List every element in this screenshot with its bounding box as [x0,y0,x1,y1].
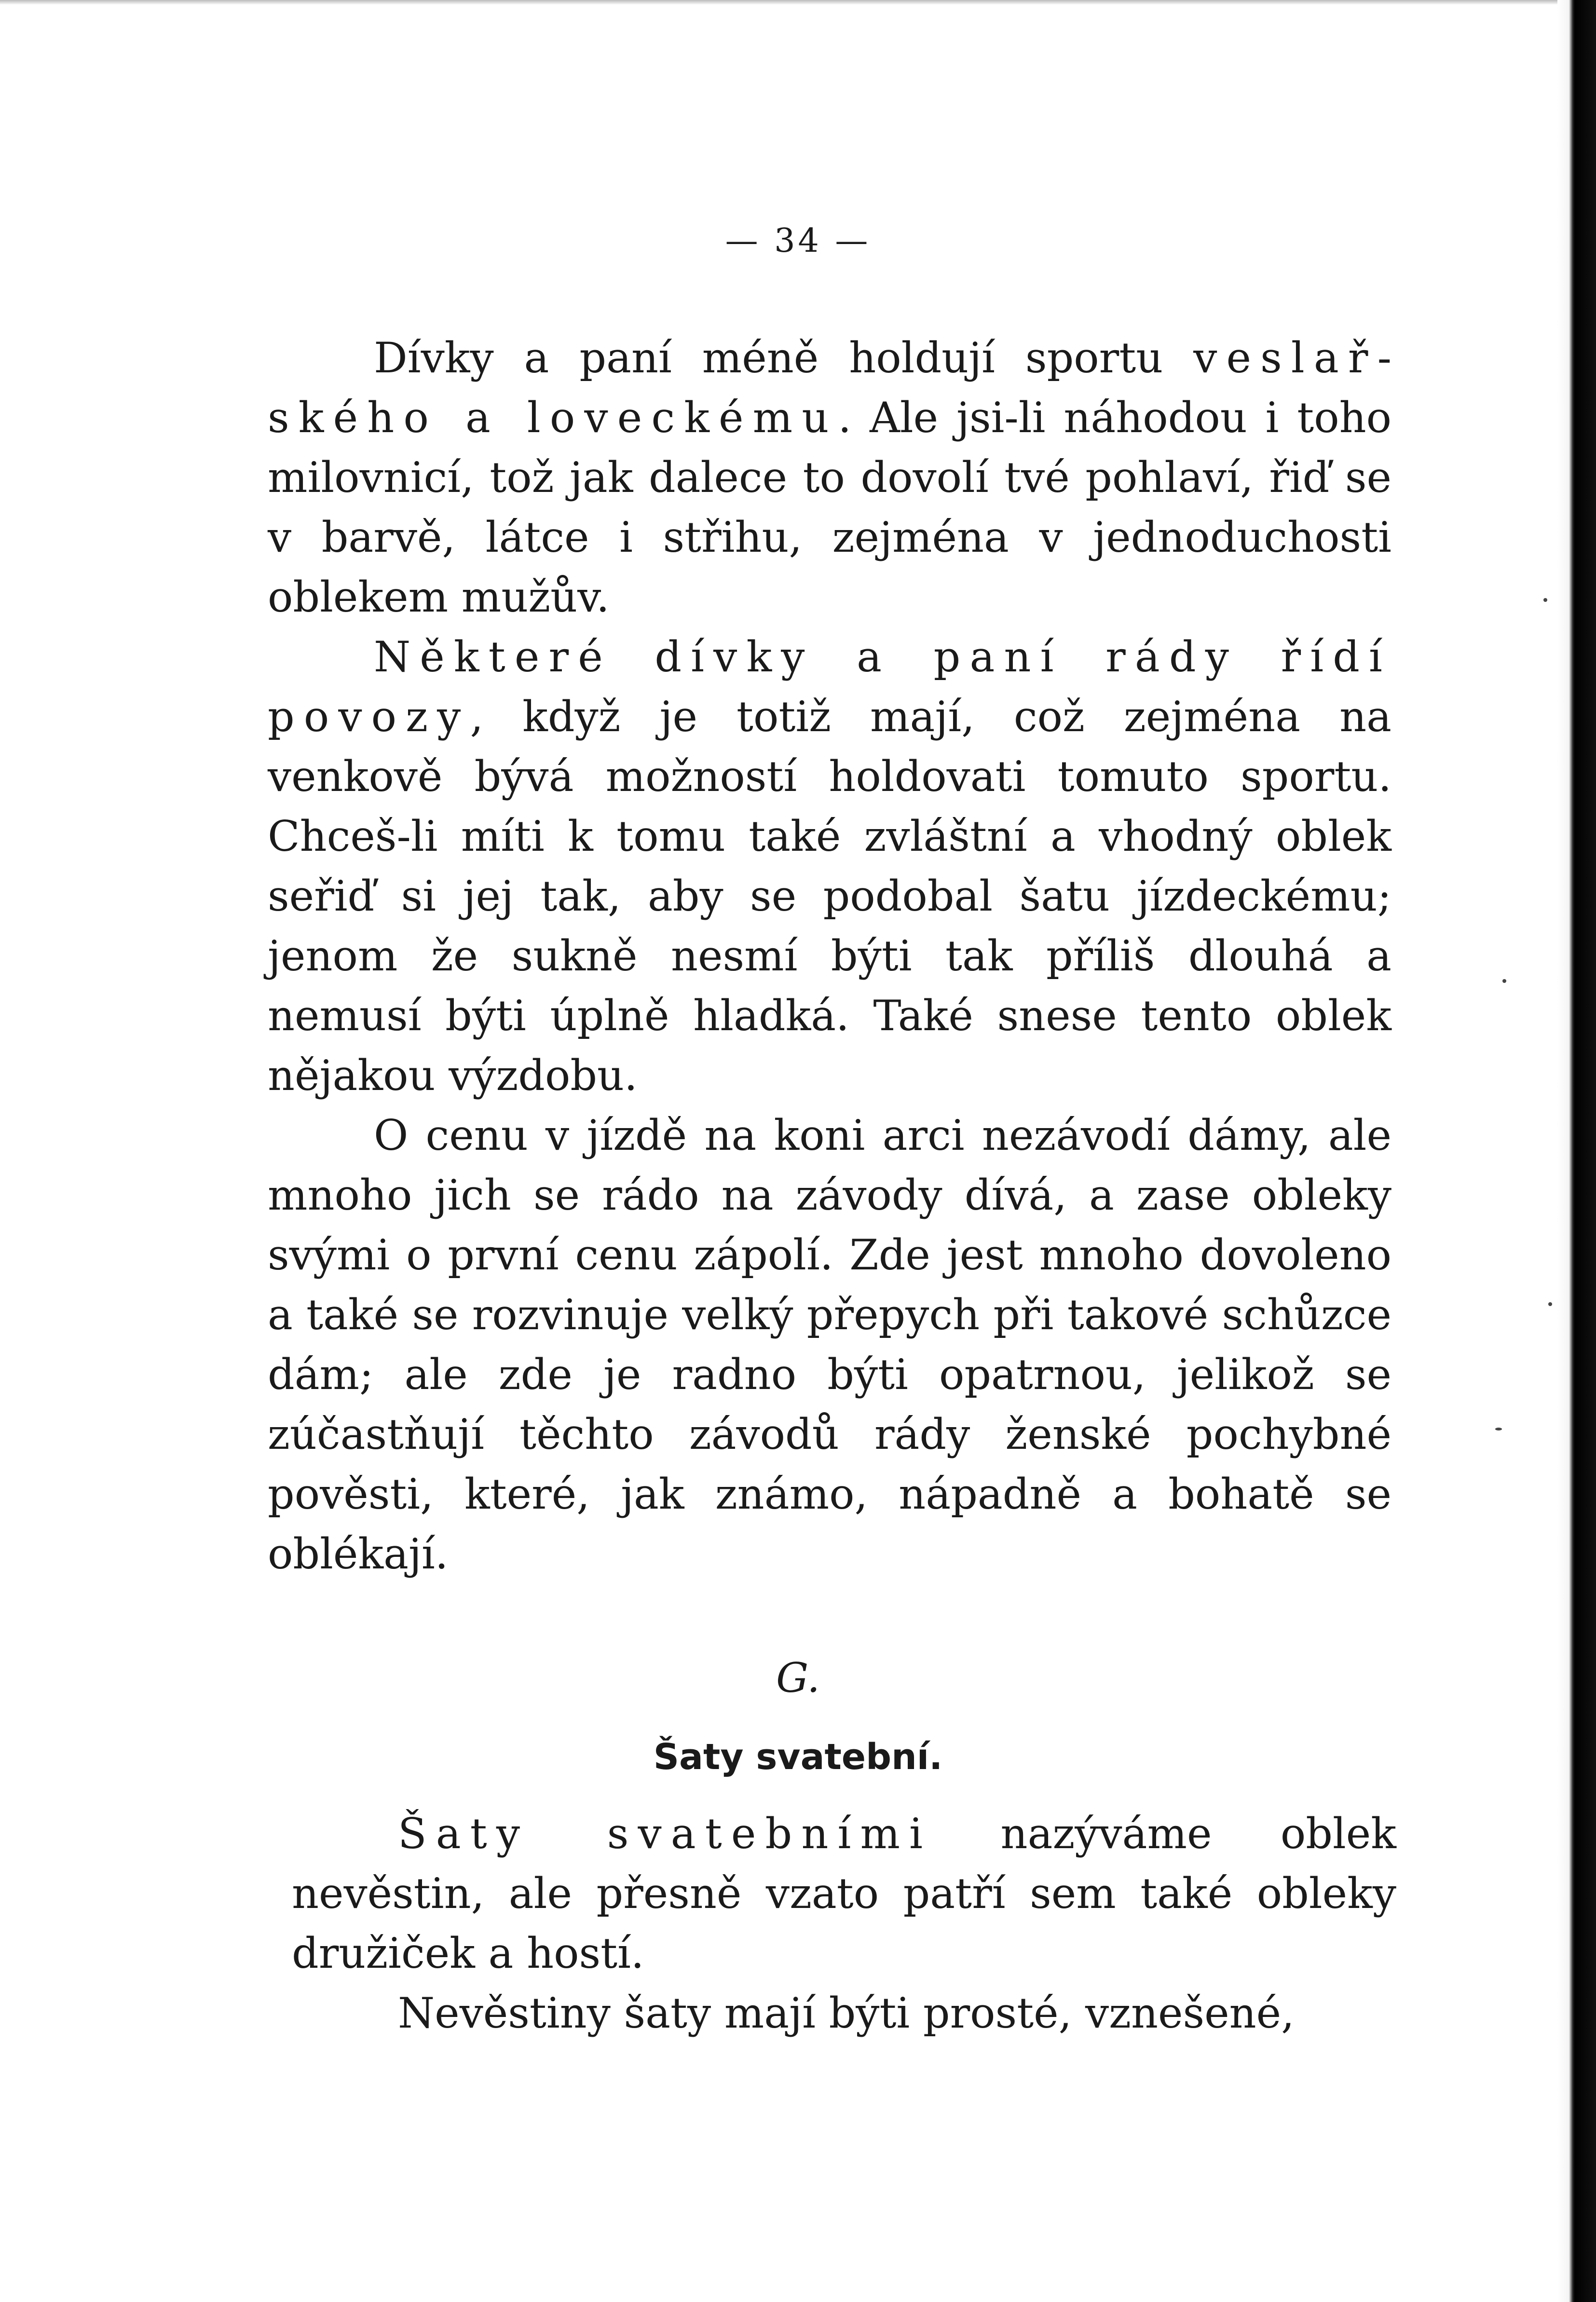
print-speck [1543,598,1547,602]
paragraph-text: . Ale jsi-li náhodou i toho milovnicí, tož jak dalece to dovolí tvé pohlaví, řiď se v barvě, látce i střihu, zejména v jednoduchosti oblekem mužův. [268,393,1391,622]
paragraph-wedding-dress [292,1804,1396,1983]
print-speck [1495,1428,1502,1430]
paragraph-rowing-hunting [268,328,1391,627]
print-speck [1502,979,1506,983]
emphasized-text: Šaty svatebními [398,1809,932,1858]
paragraph-bride-dress [292,1983,1396,2043]
section-letter: G. [776,1654,820,1702]
emphasized-text: Některé dívky a paní rády řídí povozy [268,632,1391,741]
paragraph-text: , když je totiž mají, což zejména na venkově bývá možností holdovati tomuto sportu. Chceš-li míti k tomu také zvláštní a vhodný oblek seřiď si jej tak, aby se podobal šatu jízdeckému; jenom že sukně nesmí býti tak příliš dlouhá a nemusí býti úplně hladká. Také snese tento oblek nějakou výzdobu. [268,692,1391,1100]
paragraph-text: O cenu v jízdě na koni arci nezávodí dámy, ale mnoho jich se rádo na závody dívá, a zase obleky svými o první cenu zápolí. Zde jest mnoho dovoleno a také se rozvinuje velký přepych při takové schůzce dám; ale zde je radno býti opatrnou, jelikož se zúčastňují těchto závodů rády ženské pochybné pověsti, které, jak známo, nápadně a bohatě se oblékají. [268,1111,1391,1579]
body-text-lower [292,1804,1396,2043]
emphasized-text: veslařského a loveckému [268,333,1391,442]
body-text-upper [268,328,1391,1584]
paragraph-text: nazýváme oblek nevěstin, ale přesně vzato patří sem také obleky družiček a hostí. [292,1809,1396,1978]
paragraph-text: Dívky a paní méně holdují sportu [374,333,1194,382]
paragraph-horse-races [268,1105,1391,1584]
print-speck [1548,1302,1552,1306]
paragraph-text: Nevěstiny šaty mají býti prosté, vznešené, [398,1989,1295,2038]
page-top-edge [0,0,1596,5]
section-title: Šaty svatební. [653,1736,943,1778]
page-binding-edge [1557,0,1596,2302]
paragraph-carriages [268,627,1391,1105]
page-number: — 34 — [725,222,871,260]
